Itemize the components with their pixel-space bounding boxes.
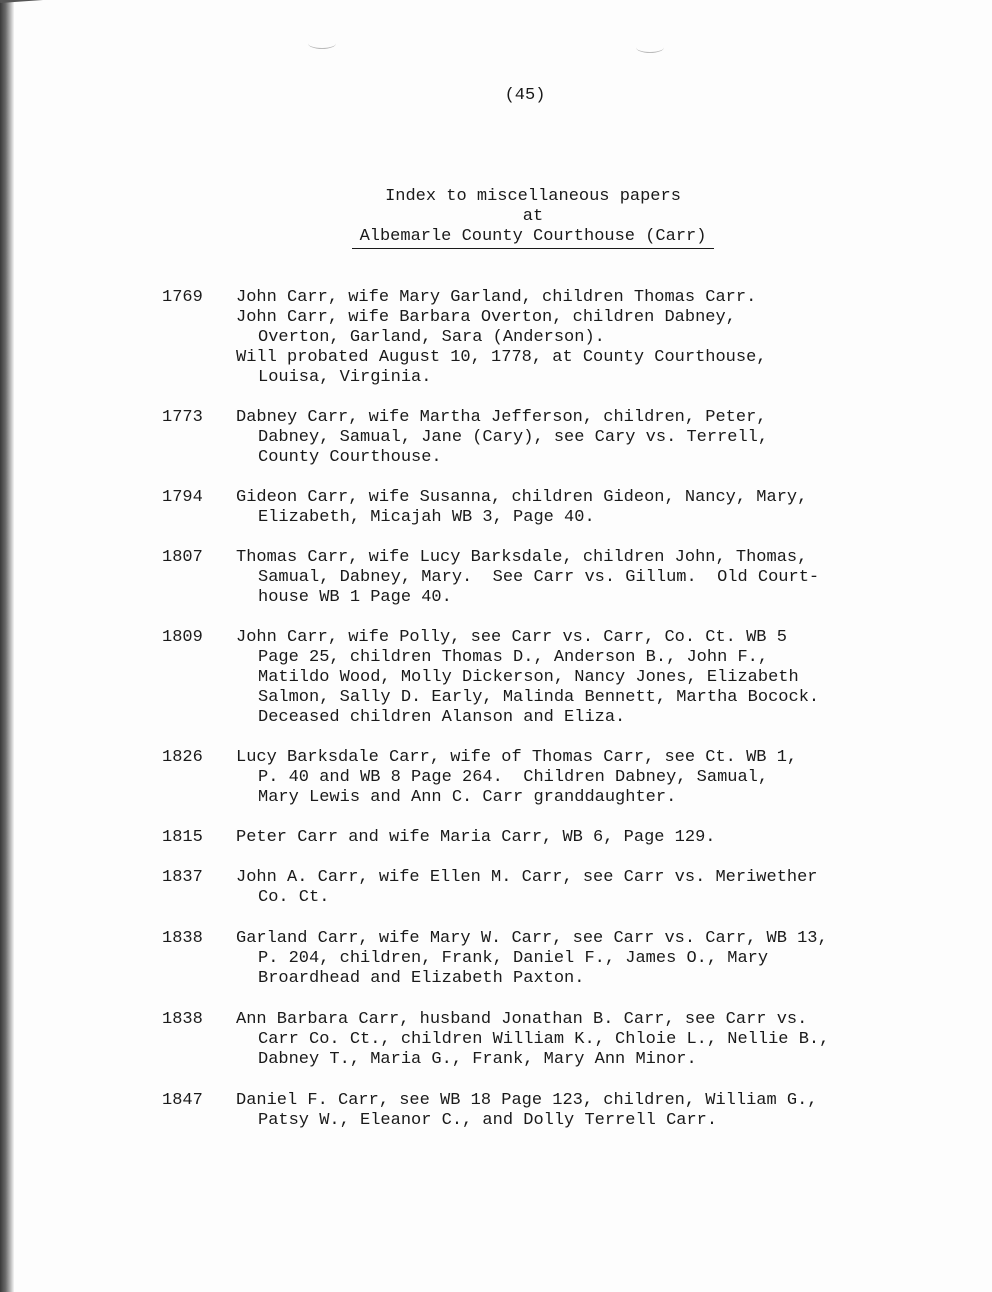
heading-line-2: at (522, 207, 544, 226)
entry-line: Patsy W., Eleanor C., and Dolly Terrell Carr. (258, 1111, 718, 1130)
entry-line: Deceased children Alanson and Eliza. (258, 708, 626, 727)
entry-line: John Carr, wife Polly, see Carr vs. Carr, Co. Ct. WB 5 (236, 628, 787, 647)
entry-body (236, 929, 936, 989)
entry-body (236, 1010, 936, 1070)
entry-line: Overton, Garland, Sara (Anderson). (258, 328, 605, 347)
entry-line: Louisa, Virginia. (258, 368, 432, 387)
entry-line: John A. Carr, wife Ellen M. Carr, see Carr vs. Meriwether (236, 868, 818, 887)
page-number: (45) (504, 86, 546, 105)
entry-year: 1794 (162, 488, 203, 507)
entry-line: Lucy Barksdale Carr, wife of Thomas Carr, see Ct. WB 1, (236, 748, 798, 767)
entry-line: Salmon, Sally D. Early, Malinda Bennett, Martha Bocock. (258, 688, 820, 707)
entry-year: 1826 (162, 748, 203, 767)
entry-line: Page 25, children Thomas D., Anderson B., John F., (258, 648, 769, 667)
punch-mark-left (308, 38, 336, 49)
punch-mark-right (636, 42, 664, 53)
entry-line: County Courthouse. (258, 448, 442, 467)
entry-year: 1847 (162, 1091, 203, 1110)
entry-line: Dabney T., Maria G., Frank, Mary Ann Minor. (258, 1050, 697, 1069)
entry-line: Broardhead and Elizabeth Paxton. (258, 969, 585, 988)
entry-year: 1773 (162, 408, 203, 427)
entry-line: Dabney Carr, wife Martha Jefferson, children, Peter, (236, 408, 767, 427)
entry-body (236, 288, 936, 388)
entry-line: Mary Lewis and Ann C. Carr granddaughter. (258, 788, 677, 807)
entry-body (236, 628, 936, 728)
entry-line: Daniel F. Carr, see WB 18 Page 123, children, William G., (236, 1091, 818, 1110)
entry-line: Thomas Carr, wife Lucy Barksdale, children John, Thomas, (236, 548, 808, 567)
entry-line: John Carr, wife Mary Garland, children Thomas Carr. (236, 288, 757, 307)
document-heading (0, 187, 992, 249)
entry-line: Samual, Dabney, Mary. See Carr vs. Gillum. Old Court- (258, 568, 820, 587)
entry-line: Garland Carr, wife Mary W. Carr, see Carr vs. Carr, WB 13, (236, 929, 828, 948)
entry-year: 1837 (162, 868, 203, 887)
entry-line: Matildo Wood, Molly Dickerson, Nancy Jones, Elizabeth (258, 668, 799, 687)
entry-year: 1815 (162, 828, 203, 847)
entry-body (236, 748, 936, 808)
entry-line: Dabney, Samual, Jane (Cary), see Cary vs. Terrell, (258, 428, 769, 447)
entry-line: P. 40 and WB 8 Page 264. Children Dabney, Samual, (258, 768, 769, 787)
entry-body (236, 548, 936, 608)
entry-line: house WB 1 Page 40. (258, 588, 452, 607)
entry-body (236, 488, 936, 528)
entry-line: Co. Ct. (258, 888, 330, 907)
entry-line: Peter Carr and wife Maria Carr, WB 6, Page 129. (236, 828, 716, 847)
entry-line: Ann Barbara Carr, husband Jonathan B. Carr, see Carr vs. (236, 1010, 808, 1029)
entry-body (236, 1091, 936, 1131)
entry-line: P. 204, children, Frank, Daniel F., James O., Mary (258, 949, 769, 968)
entry-year: 1838 (162, 1010, 203, 1029)
entry-body (236, 868, 936, 908)
entry-year: 1838 (162, 929, 203, 948)
entry-line: Carr Co. Ct., children William K., Chloie L., Nellie B., (258, 1030, 830, 1049)
entry-body (236, 408, 936, 468)
entry-year: 1807 (162, 548, 203, 567)
entry-year: 1769 (162, 288, 203, 307)
heading-line-3: Albemarle County Courthouse (Carr) (352, 227, 715, 249)
entry-line: Gideon Carr, wife Susanna, children Gideon, Nancy, Mary, (236, 488, 808, 507)
entry-line: John Carr, wife Barbara Overton, children Dabney, (236, 308, 736, 327)
entry-line: Elizabeth, Micajah WB 3, Page 40. (258, 508, 595, 527)
heading-line-1: Index to miscellaneous papers (385, 187, 681, 206)
entry-line: Will probated August 10, 1778, at County Courthouse, (236, 348, 767, 367)
entry-body (236, 828, 936, 848)
entry-year: 1809 (162, 628, 203, 647)
